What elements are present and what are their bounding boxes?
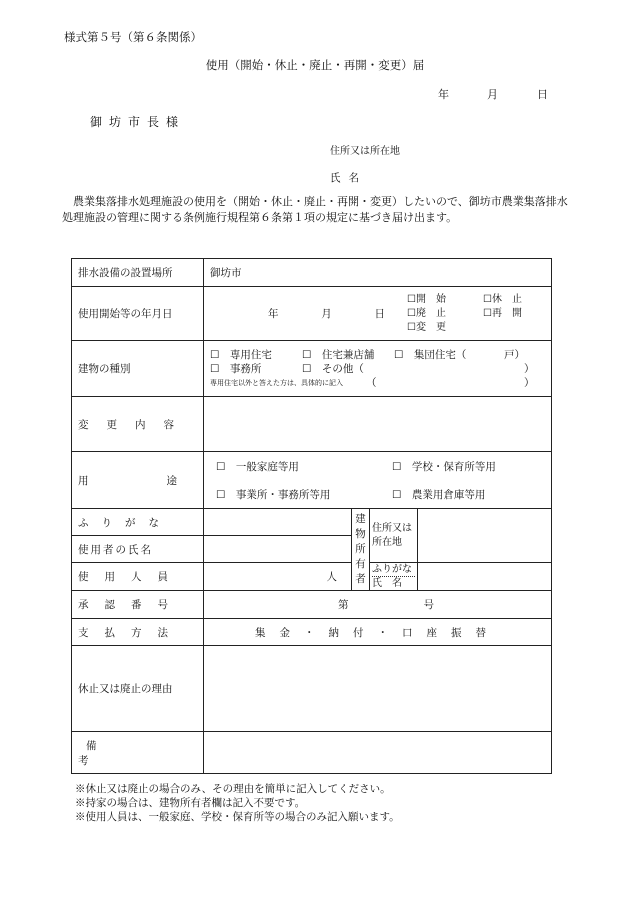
building-other-close: ） — [524, 362, 535, 375]
users-count-label — [72, 563, 204, 591]
application-table — [71, 258, 552, 774]
owner-furigana-label: ふりがな — [372, 563, 415, 577]
status-change-checkbox[interactable]: ☐変 更 — [407, 322, 446, 333]
declaration-text: 農業集落排水処理施設の使用を（開始・休止・廃止・再開・変更）したいので、御坊市農業集落排水処理施設の管理に関する条例施行規程第６条第１項の規定に基づき届け出ます。 — [62, 195, 568, 224]
furigana-label-text: ふりがな — [78, 516, 172, 529]
note-1: ※休止又は廃止の場合のみ、その理由を簡単に記入してください。 — [75, 783, 391, 795]
purpose-field[interactable] — [204, 452, 552, 509]
applicant-name-label: 氏名 — [330, 172, 367, 184]
building-detail-open: （ — [366, 376, 377, 389]
building-type-field[interactable] — [204, 341, 552, 397]
building-shop-house[interactable]: ☐ 住宅兼店舗 — [302, 348, 375, 361]
furigana-label — [72, 509, 204, 536]
approval-label — [72, 591, 204, 619]
start-date-field[interactable] — [204, 287, 552, 341]
applicant-address-label: 住所又は所在地 — [330, 146, 400, 157]
building-other-note: 専用住宅以外と答えた方は、具体的に記入 — [210, 378, 343, 387]
approval-label-text: 承認番号 — [78, 599, 184, 611]
building-apartment-units: 戸） — [504, 348, 525, 361]
building-office[interactable]: ☐ 事務所 — [210, 362, 262, 375]
users-count-label-text: 使用人員 — [78, 571, 184, 583]
addressee: 御坊市長様 — [90, 115, 186, 129]
purpose-label — [72, 452, 204, 509]
change-label — [72, 397, 204, 452]
start-year-label: 年 — [268, 308, 279, 320]
building-type-label — [72, 341, 204, 397]
location-field[interactable]: 御坊市 — [204, 259, 552, 287]
status-abolish-checkbox[interactable]: ☐廃 止 — [407, 308, 446, 319]
owner-name-label: 氏名 — [372, 578, 412, 589]
start-day-label: 日 — [374, 308, 385, 320]
date-day-label: 日 — [537, 88, 548, 101]
reason-label: 休止又は廃止の理由 — [72, 646, 204, 732]
purpose-label-a: 用 — [78, 474, 89, 487]
notes-section — [75, 782, 400, 824]
building-detail-close: ） — [524, 376, 535, 389]
change-label-text: 変更内容 — [78, 418, 192, 431]
location-label: 排水設備の設置場所 — [72, 259, 204, 287]
building-type-label-text: 建物の種別 — [78, 363, 131, 375]
user-name-field[interactable] — [204, 536, 352, 563]
owner-address-field[interactable] — [418, 509, 552, 563]
approval-suffix: 号 — [423, 599, 434, 611]
purpose-household[interactable]: ☐ 一般家庭等用 — [216, 461, 299, 473]
payment-options[interactable]: 集金・納付・口座振替 — [255, 626, 500, 639]
approval-prefix: 第 — [338, 599, 349, 611]
form-title: 使用（開始・休止・廃止・再開・変更）届 — [205, 58, 425, 72]
payment-label — [72, 619, 204, 646]
date-month-label: 月 — [487, 88, 498, 101]
status-suspend-checkbox[interactable]: ☐休 止 — [483, 294, 522, 305]
owner-address-label: 住所又は所在地 — [370, 509, 418, 563]
users-count-unit: 人 — [326, 571, 337, 583]
note-3: ※使用人員は、一般家庭、学校・保育所等の場合のみ記入願います。 — [75, 811, 400, 823]
purpose-label-b: 途 — [166, 474, 177, 487]
purpose-school[interactable]: ☐ 学校・保育所等用 — [392, 461, 496, 473]
payment-label-text: 支払方法 — [78, 626, 184, 639]
owner-name-field[interactable] — [418, 563, 552, 591]
remarks-field[interactable] — [204, 732, 552, 774]
approval-field[interactable] — [204, 591, 552, 619]
purpose-office[interactable]: ☐ 事業所・事務所等用 — [216, 489, 331, 501]
date-year-label: 年 — [438, 88, 449, 101]
status-start-checkbox[interactable]: ☐開 始 — [407, 294, 446, 305]
user-name-label: 使用者の氏名 — [72, 536, 204, 563]
furigana-field[interactable] — [204, 509, 352, 536]
remarks-label — [72, 732, 204, 774]
building-dedicated-house[interactable]: ☐ 専用住宅 — [210, 348, 272, 361]
status-resume-checkbox[interactable]: ☐再 開 — [483, 308, 522, 319]
start-month-label: 月 — [321, 308, 332, 320]
change-field[interactable] — [204, 397, 552, 452]
start-date-label: 使用開始等の年月日 — [72, 287, 204, 341]
remarks-label-text: 備考 — [78, 739, 155, 767]
building-other[interactable]: ☐ その他（ — [302, 362, 364, 375]
owner-label: 建物所有者 — [352, 509, 370, 591]
users-count-field[interactable] — [204, 563, 352, 591]
note-2: ※持家の場合は、建物所有者欄は記入不要です。 — [75, 797, 306, 809]
owner-name-labels — [370, 563, 418, 591]
building-apartment[interactable]: ☐ 集団住宅（ — [394, 348, 467, 361]
reason-field[interactable] — [204, 646, 552, 732]
payment-field[interactable] — [204, 619, 552, 646]
form-number: 様式第５号（第６条関係） — [64, 30, 202, 44]
purpose-farm-storage[interactable]: ☐ 農業用倉庫等用 — [392, 489, 486, 501]
